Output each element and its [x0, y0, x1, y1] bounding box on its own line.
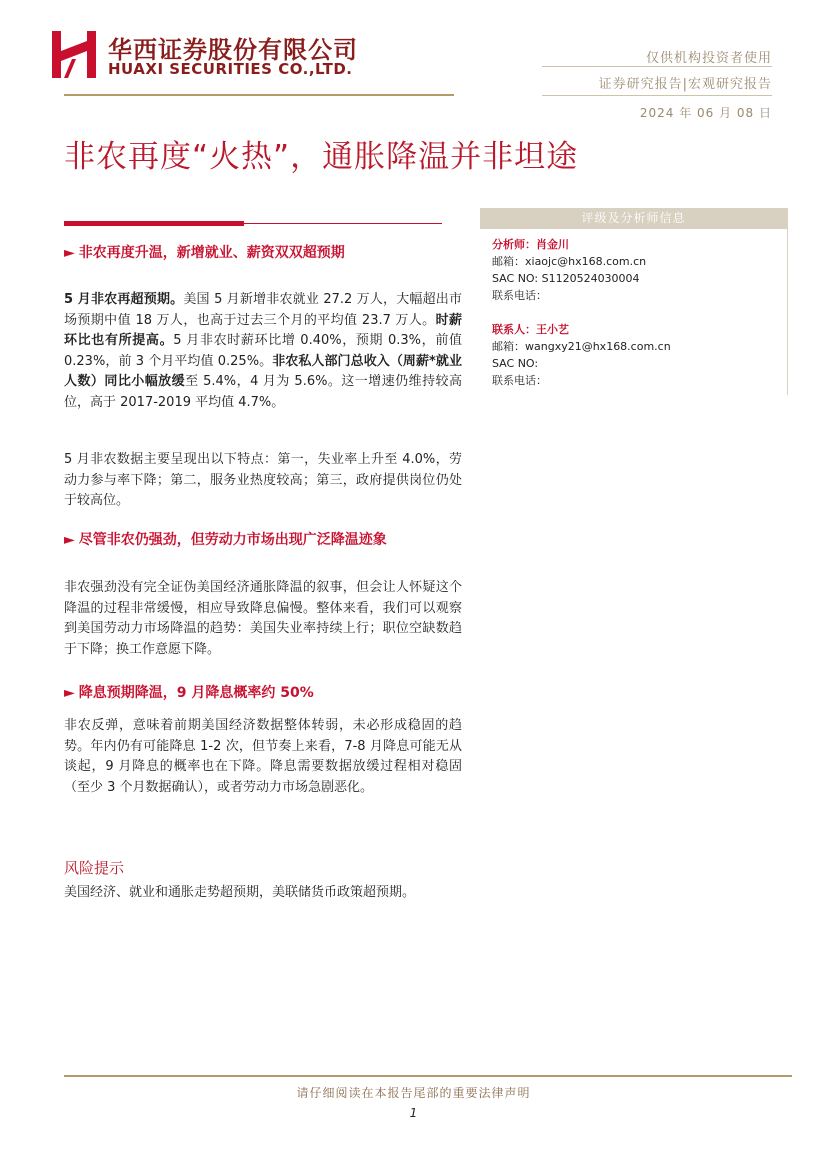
contact-sac: SAC NO:: [492, 357, 539, 370]
contact-name: 联系人：王小艺: [492, 323, 569, 336]
section-accent-line: [244, 223, 442, 224]
triangle-bullet-icon: ►: [64, 245, 75, 261]
analyst-email: 邮箱：xiaojc@hx168.com.cn: [492, 255, 647, 268]
contact-phone: 联系电话：: [492, 374, 547, 387]
risk-heading: 风险提示: [64, 859, 125, 877]
analyst-phone: 联系电话：: [492, 289, 547, 302]
section-accent-bar: [64, 221, 244, 226]
report-date: 2024 年 06 月 08 日: [639, 106, 772, 120]
report-title: 非农再度“火热”，通胀降温并非坦途: [64, 139, 579, 175]
section-paragraph: 5 月非农数据主要呈现出以下特点：第一，失业率上升至 4.0%，劳动力参与率下降；第二，服务业热度较高；第三，政府提供岗位仍处于较高位。: [64, 452, 462, 508]
analyst-info: [492, 236, 782, 389]
triangle-bullet-icon: ►: [64, 532, 75, 548]
section-heading: ► 降息预期降温，9 月降息概率约 50%: [64, 685, 314, 701]
analyst-name: 分析师：肖金川: [492, 238, 569, 251]
analyst-sac: SAC NO: S1120524030004: [492, 272, 640, 285]
section-paragraph: 非农强劲没有完全证伪美国经济通胀降温的叙事，但会让人怀疑这个降温的过程非常缓慢，相应导致降息偏慢。整体来看，我们可以观察到美国劳动力市场降温的趋势：美国失业率持续上行；职位空缺数趋于下降；换工作意愿下降。: [64, 580, 462, 657]
section-heading: ► 非农再度升温，新增就业、薪资双双超预期: [64, 245, 345, 261]
huaxi-logo-icon: [52, 31, 96, 78]
footer-divider: [64, 1075, 792, 1077]
risk-text: 美国经济、就业和通胀走势超预期，美联储货币政策超预期。: [64, 885, 416, 900]
section-paragraph: 5 月非农再超预期。美国 5 月新增非农就业 27.2 万人，大幅超出市场预期中值 18 万人，也高于过去三个月的平均值 23.7 万人。时薪环比也有所提高。5 月非农时薪环比增 0.40%，预期 0.3%，前值 0.23%，前 3 个月平均值 0.25%。非农私人部门总收入（周薪*就业人数）同比小幅放缓至 5.4%，4 月为 5.6%。这一增速仍维持较高位，高于 2017-2019 平均值 4.7%。: [64, 292, 463, 410]
analyst-panel-heading: 评级及分析师信息: [480, 208, 787, 229]
legal-notice: 请仔细阅读在本报告尾部的重要法律声明: [296, 1086, 531, 1100]
triangle-bullet-icon: ►: [64, 685, 75, 701]
usage-note: 仅供机构投资者使用: [645, 51, 772, 66]
header-right-divider: [542, 66, 772, 67]
company-name-cn: 华西证券股份有限公司: [108, 36, 358, 64]
section-paragraph: 非农反弹，意味着前期美国经济数据整体转弱，未必形成稳固的趋势。年内仍有可能降息 1-2 次，但节奏上来看，7-8 月降息可能无从谈起，9 月降息的概率也在下降。降息需要数据放缓过程相对稳固（至少 3 个月数据确认），或者劳动力市场急剧恶化。: [64, 718, 462, 795]
contact-email: 邮箱：wangxy21@hx168.com.cn: [492, 340, 671, 353]
header-right-divider: [542, 95, 772, 96]
report-type: 证券研究报告|宏观研究报告: [598, 77, 772, 92]
section-heading: ► 尽管非农仍强劲，但劳动力市场出现广泛降温迹象: [64, 532, 387, 548]
company-name-en: HUAXI SECURITIES CO.,LTD.: [108, 60, 353, 78]
header-divider: [64, 94, 454, 96]
page-number: 1: [409, 1106, 418, 1120]
